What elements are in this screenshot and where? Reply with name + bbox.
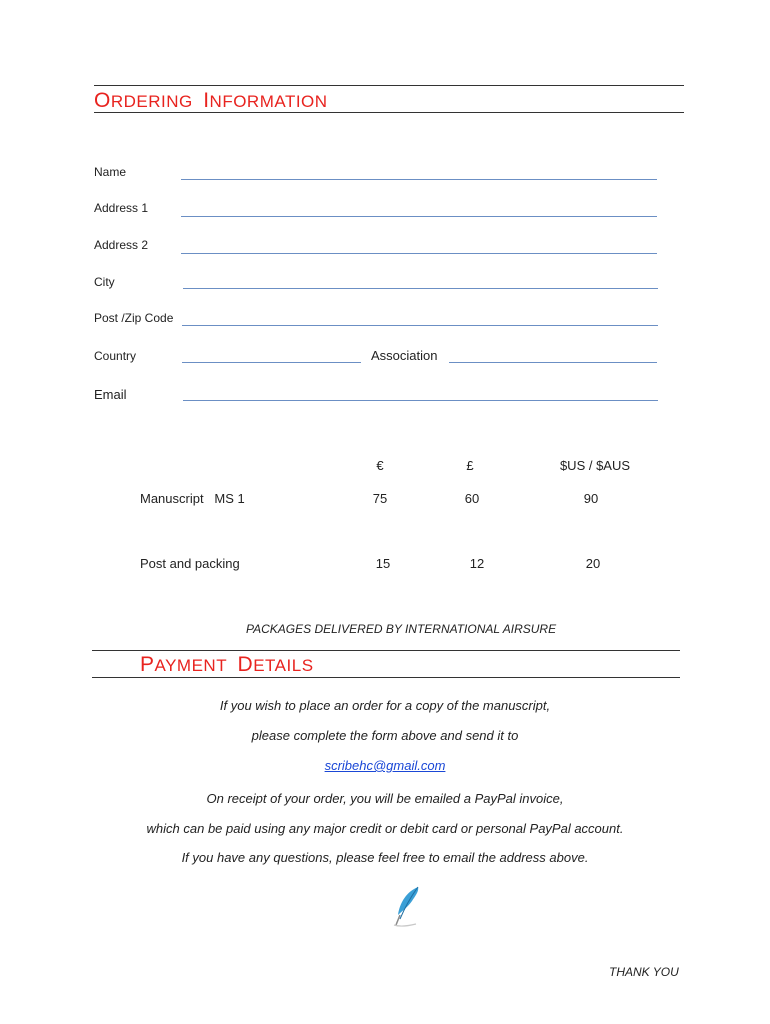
name-field[interactable]: [181, 179, 657, 180]
currency-pound: £: [466, 458, 474, 473]
association-field[interactable]: [449, 362, 657, 363]
payment-line-1: If you wish to place an order for a copy of the manuscript,: [219, 698, 551, 713]
address2-label: Address 2: [94, 238, 149, 252]
delivery-note: PACKAGES DELIVERED BY INTERNATIONAL AIRSURE: [246, 622, 557, 636]
address1-field[interactable]: [181, 216, 657, 217]
postcode-label: Post /Zip Code: [94, 311, 174, 325]
currency-euro: €: [376, 458, 384, 473]
postage-row-label: Post and packing: [140, 556, 240, 571]
postage-euro: 15: [375, 556, 391, 571]
thank-you: THANK YOU: [609, 965, 679, 979]
country-field[interactable]: [182, 362, 361, 363]
email-field[interactable]: [183, 400, 658, 401]
association-label: Association: [371, 348, 438, 363]
name-label: Name: [94, 165, 127, 179]
payment-line-3: On receipt of your order, you will be emailed a PayPal invoice,: [206, 791, 564, 806]
manuscript-row-label: Manuscript MS 1: [140, 491, 245, 506]
top-rule: [94, 85, 684, 86]
address1-label: Address 1: [94, 201, 149, 215]
payment-line-4: which can be paid using any major credit or debit card or personal PayPal account.: [146, 821, 624, 836]
manuscript-usd: 90: [583, 491, 599, 506]
payment-email-wrap: [0, 758, 770, 773]
postage-usd: 20: [585, 556, 601, 571]
payment-heading-rule: [92, 677, 680, 678]
email-label: Email: [94, 387, 127, 402]
payment-line-2: please complete the form above and send it to: [251, 728, 519, 743]
city-field[interactable]: [183, 288, 658, 289]
payment-details-heading: PAYMENT DETAILS: [140, 653, 314, 676]
manuscript-pound: 60: [464, 491, 480, 506]
payment-line-5: If you have any questions, please feel free to email the address above.: [181, 850, 589, 865]
country-label: Country: [94, 349, 137, 363]
heading-rule: [94, 112, 684, 113]
postage-pound: 12: [469, 556, 485, 571]
currency-usd-aud: $US / $AUS: [559, 458, 631, 473]
payment-top-rule: [92, 650, 680, 651]
email-link[interactable]: scribehc@gmail.com: [324, 758, 446, 773]
city-label: City: [94, 275, 115, 289]
manuscript-euro: 75: [372, 491, 388, 506]
quill-feather-icon: [390, 885, 424, 929]
postcode-field[interactable]: [182, 325, 658, 326]
ordering-information-heading: ORDERING INFORMATION: [94, 89, 328, 112]
address2-field[interactable]: [181, 253, 657, 254]
